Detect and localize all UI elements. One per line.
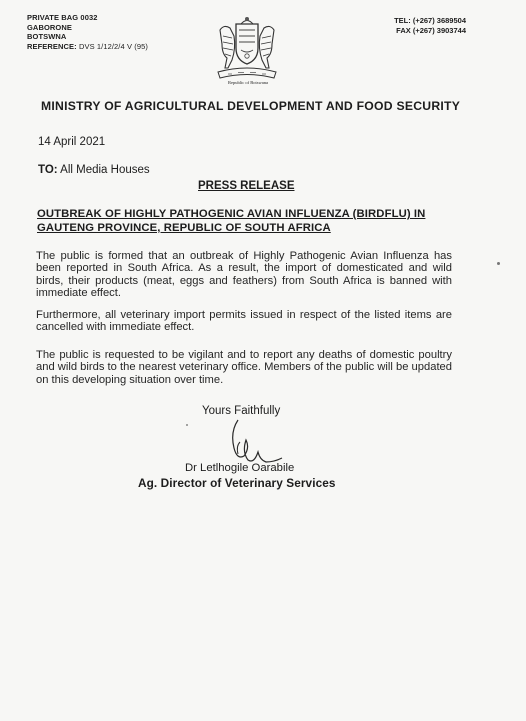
reference-value: DVS 1/12/2/4 V (95): [78, 41, 148, 51]
reference-label: REFERENCE:: [27, 41, 77, 51]
signer-name: Dr Letlhogile Oarabile: [185, 462, 295, 474]
scan-speck: [186, 424, 188, 426]
body-paragraph: The public is formed that an outbreak of Highly Pathogenic Avian Influenza has been reported in South Africa. As a result, the import of domesticated and wild birds, their products (meat, eggs and feathers) from South Africa is banned with immediate effect.: [36, 250, 452, 300]
press-release-heading: PRESS RELEASE: [198, 180, 295, 192]
address-line: PRIVATE BAG 0032: [27, 13, 98, 22]
sender-address: [27, 13, 148, 51]
body-paragraph: The public is requested to be vigilant and to report any deaths of domestic poultry and wild birds to the nearest veterinary office. Members of the public will be updated on this developing situation over time.: [36, 349, 452, 386]
body-paragraph: Furthermore, all veterinary import permits issued in respect of the listed items are cancelled with immediate effect.: [36, 309, 452, 334]
scan-speck: [497, 262, 500, 265]
subject-line: OUTBREAK OF HIGHLY PATHOGENIC AVIAN INFLUENZA (BIRDFLU) IN: [37, 208, 426, 220]
address-line: BOTSWNA: [27, 32, 67, 42]
letter-date: 14 April 2021: [38, 136, 106, 148]
coat-of-arms-icon: [208, 14, 286, 90]
closing-salutation: Yours Faithfully: [202, 405, 281, 417]
coat-caption: Republic of Botswana: [228, 80, 268, 85]
subject-heading: [37, 207, 477, 235]
fax: FAX (+267) 3903744: [396, 26, 466, 35]
signer-title: Ag. Director of Veterinary Services: [138, 476, 336, 490]
reference: [27, 42, 148, 52]
subject-line: GAUTENG PROVINCE, REPUBLIC OF SOUTH AFRICA: [37, 222, 331, 234]
recipient: [38, 164, 150, 176]
telephone: TEL: (+267) 3689504: [394, 16, 466, 25]
contact-info: [394, 16, 466, 36]
address-line: GABORONE: [27, 22, 72, 32]
ministry-title: MINISTRY OF AGRICULTURAL DEVELOPMENT AND FOOD SECURITY: [41, 99, 461, 113]
recipient-label: TO:: [38, 164, 58, 176]
recipient-value: All Media Houses: [60, 164, 150, 176]
